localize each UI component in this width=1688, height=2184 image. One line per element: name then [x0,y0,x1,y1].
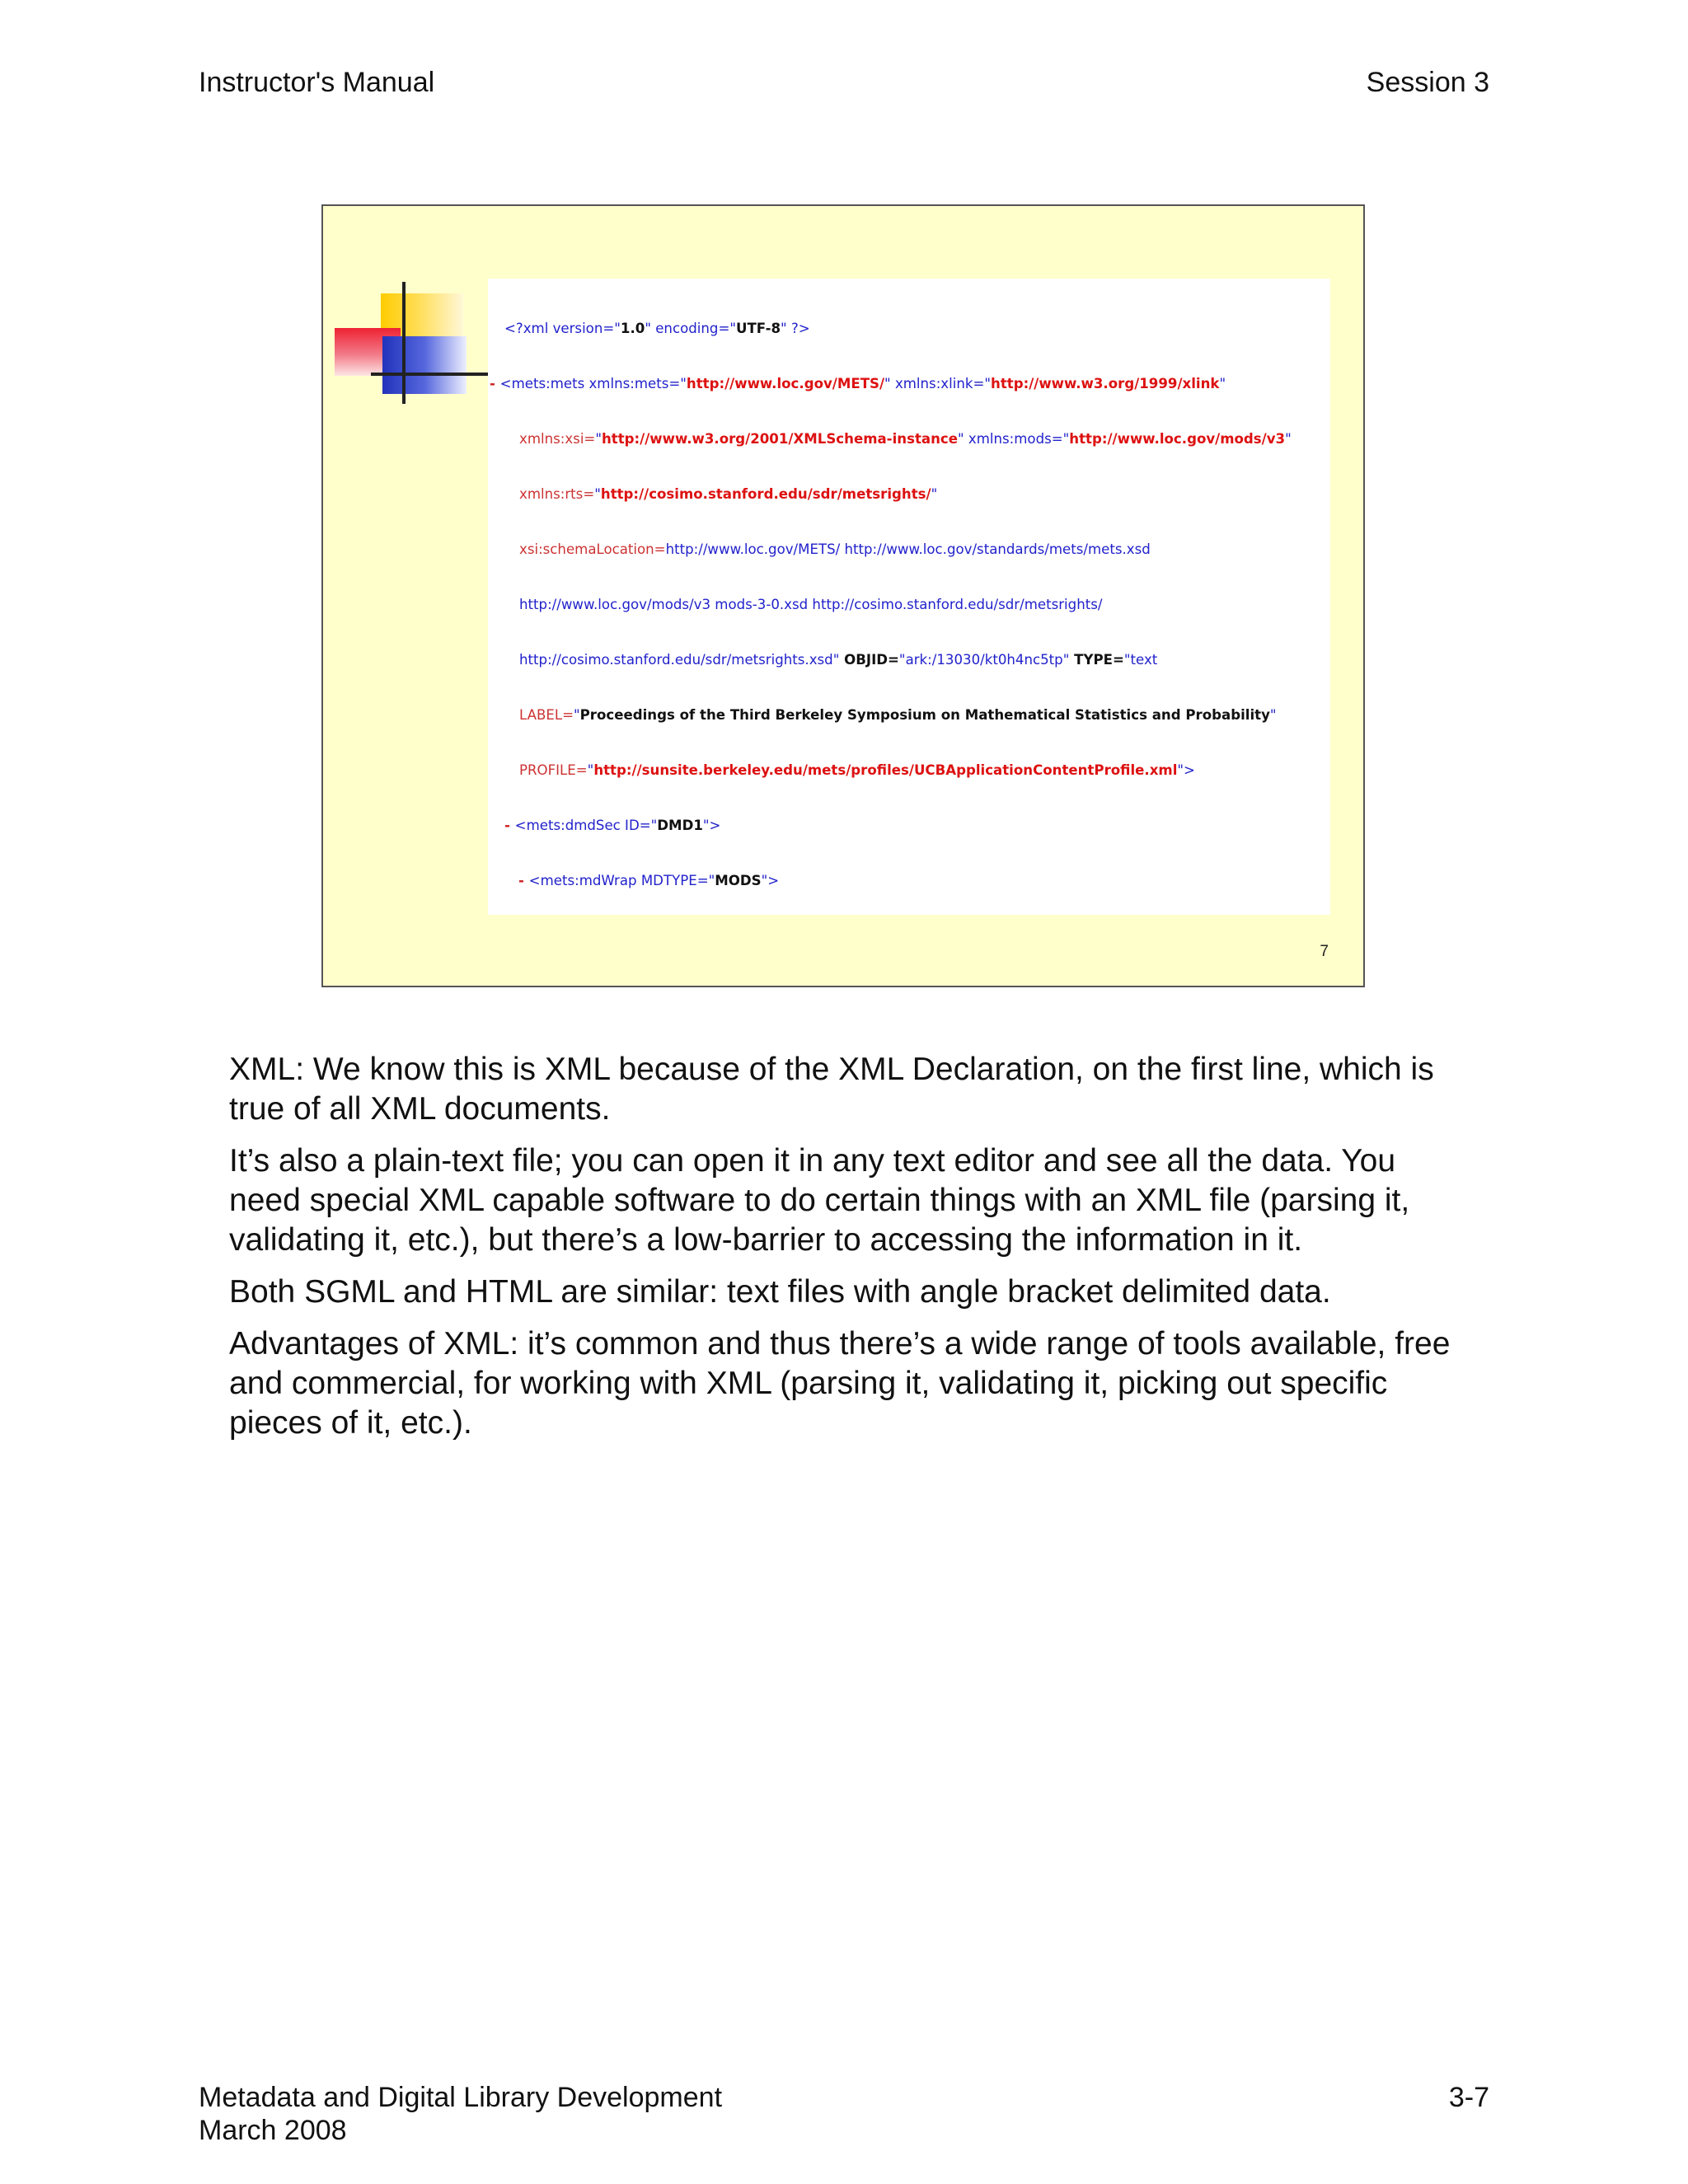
code-line: xmlns:xsi="http://www.w3.org/2001/XMLSchema-instance" xmlns:mods="http://www.loc.gov/mods/v3" [519,430,1292,447]
code-line: - <mets:dmdSec ID="DMD1"> [504,817,721,833]
slide-logo-icon [335,282,491,405]
header-right: Session 3 [1366,67,1489,98]
notes-paragraph: Advantages of XML: it’s common and thus there’s a wide range of tools available, free and commercial, for working with XML (parsing it, validating it, picking out specific pieces of it, etc.). [229,1326,1451,1441]
slide-number: 7 [1320,943,1329,960]
code-line: <?xml version="1.0" encoding="UTF-8" ?> [504,320,810,336]
notes-paragraph: Both SGML and HTML are similar: text files with angle bracket delimited data. [229,1274,1331,1310]
xml-code-listing [488,279,1330,915]
code-line: PROFILE="http://sunsite.berkeley.edu/mets/profiles/UCBApplicationContentProfile.xml"> [519,762,1195,778]
code-line: LABEL="Proceedings of the Third Berkeley Symposium on Mathematical Statistics and Probability" [519,706,1277,723]
code-line: http://www.loc.gov/mods/v3 mods-3-0.xsd http://cosimo.stanford.edu/sdr/metsrights/ [519,596,1103,612]
code-line: xmlns:rts="http://cosimo.stanford.edu/sdr/metsrights/" [519,485,938,502]
notes-paragraph: It’s also a plain-text file; you can open it in any text editor and see all the data. You need special XML capable software to do certain things with an XML file (parsing it, validating it, etc.), but there’s a low-barrier to accessing the information in it. [229,1143,1410,1258]
notes-body [229,1050,1465,1455]
code-line: - <mets:mets xmlns:mets="http://www.loc.gov/METS/" xmlns:xlink="http://www.w3.org/1999/xlink" [490,375,1226,391]
notes-paragraph: XML: We know this is XML because of the XML Declaration, on the first line, which is true of all XML documents. [229,1052,1434,1127]
code-line: - <mets:mdWrap MDTYPE="MODS"> [518,873,780,888]
footer-page-number: 3-7 [1448,2082,1489,2113]
header-left: Instructor's Manual [199,67,435,98]
code-line: http://cosimo.stanford.edu/sdr/metsrights.xsd" OBJID="ark:/13030/kt0h4nc5tp" TYPE="text [519,651,1158,668]
footer-course-title: Metadata and Digital Library Development [199,2082,723,2113]
footer-date: March 2008 [199,2115,347,2146]
code-line: xsi:schemaLocation=http://www.loc.gov/METS/ http://www.loc.gov/standards/mets/mets.xsd [519,541,1151,557]
slide-thumbnail [321,204,1365,987]
